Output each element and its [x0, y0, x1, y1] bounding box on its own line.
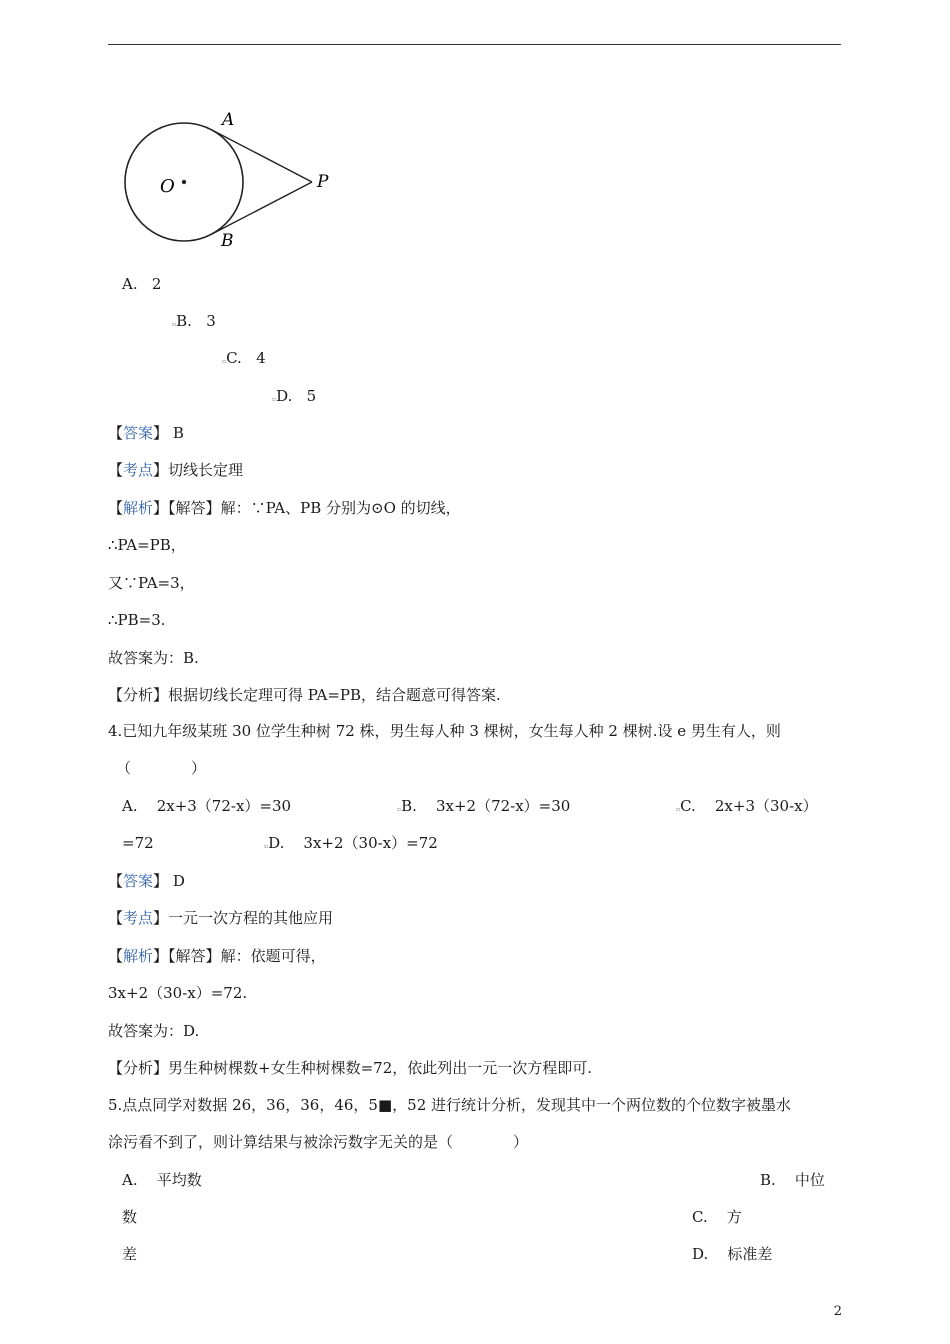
q4-option-b: ▫B. 3x+2（72-x）=30 — [397, 797, 571, 815]
tangent-figure — [115, 105, 345, 255]
q3-option-d: ▫D. 5 — [272, 387, 317, 405]
q3-option-a: A. 2 — [122, 275, 162, 293]
q5-option-b: B. 中位 — [760, 1171, 825, 1189]
tangent-pb — [212, 182, 312, 234]
q3-fenxi: 【分析】根据切线长定理可得 PA=PB，结合题意可得答案. — [108, 686, 501, 704]
q4-step-1: 3x+2（30-x）=72. — [108, 984, 248, 1002]
q5-stem-line1: 5.点点同学对数据 26，36，36，46，5■，52 进行统计分析，发现其中一个两位数的个位数字被墨水 — [108, 1096, 792, 1114]
q3-point: 【考点】切线长定理 — [108, 461, 244, 479]
label-o: O — [160, 176, 175, 197]
q3-answer: 【答案】 B — [108, 424, 184, 442]
q4-stem-line1: 4.已知九年级某班 30 位学生种树 72 株，男生每人种 3 棵树，女生每人种 2 棵树.设 e 男生有人，则 — [108, 722, 781, 740]
q4-option-c: ▫C. 2x+3（30-x） — [676, 797, 818, 815]
q3-option-b: ▫B. 3 — [172, 312, 216, 330]
q5-option-d: D. 标准差 — [692, 1245, 773, 1263]
q5-option-b-cont: 数 — [122, 1208, 138, 1226]
q5-option-c: C. 方 — [692, 1208, 742, 1226]
q4-stem-line2: （ ） — [116, 759, 207, 777]
q3-option-c: ▫C. 4 — [222, 349, 266, 367]
tangent-pa — [212, 130, 312, 182]
q4-option-a: A. 2x+3（72-x）=30 — [122, 797, 292, 815]
q4-fenxi: 【分析】男生种树棵数+女生种树棵数=72，依此列出一元一次方程即可. — [108, 1059, 593, 1077]
q3-step-4: 故答案为：B. — [108, 649, 199, 667]
q3-step-3: ∴PB=3. — [108, 611, 166, 629]
q3-step-2: 又∵PA=3， — [108, 574, 195, 592]
q3-analysis: 【解析】【解答】解：∵PA、PB 分别为⊙O 的切线， — [108, 499, 461, 517]
label-p: P — [317, 172, 329, 192]
q3-step-1: ∴PA=PB， — [108, 536, 186, 554]
q5-option-a: A. 平均数 — [122, 1171, 202, 1189]
center-point — [182, 180, 186, 184]
q4-option-c-cont: =72 — [122, 834, 154, 852]
q5-stem-line2: 涂污看不到了，则计算结果与被涂污数字无关的是（ ） — [108, 1133, 529, 1151]
q4-option-d: ▫D. 3x+2（30-x）=72 — [264, 834, 438, 852]
page-number: 2 — [833, 1304, 842, 1319]
label-b: B — [221, 231, 234, 251]
q4-point: 【考点】一元一次方程的其他应用 — [108, 909, 334, 927]
q4-answer: 【答案】 D — [108, 872, 185, 890]
q4-analysis: 【解析】【解答】解：依题可得， — [108, 947, 326, 965]
label-a: A — [222, 110, 235, 130]
header-rule — [108, 44, 841, 45]
q5-option-c-cont: 差 — [122, 1245, 138, 1263]
q4-step-2: 故答案为：D. — [108, 1022, 200, 1040]
